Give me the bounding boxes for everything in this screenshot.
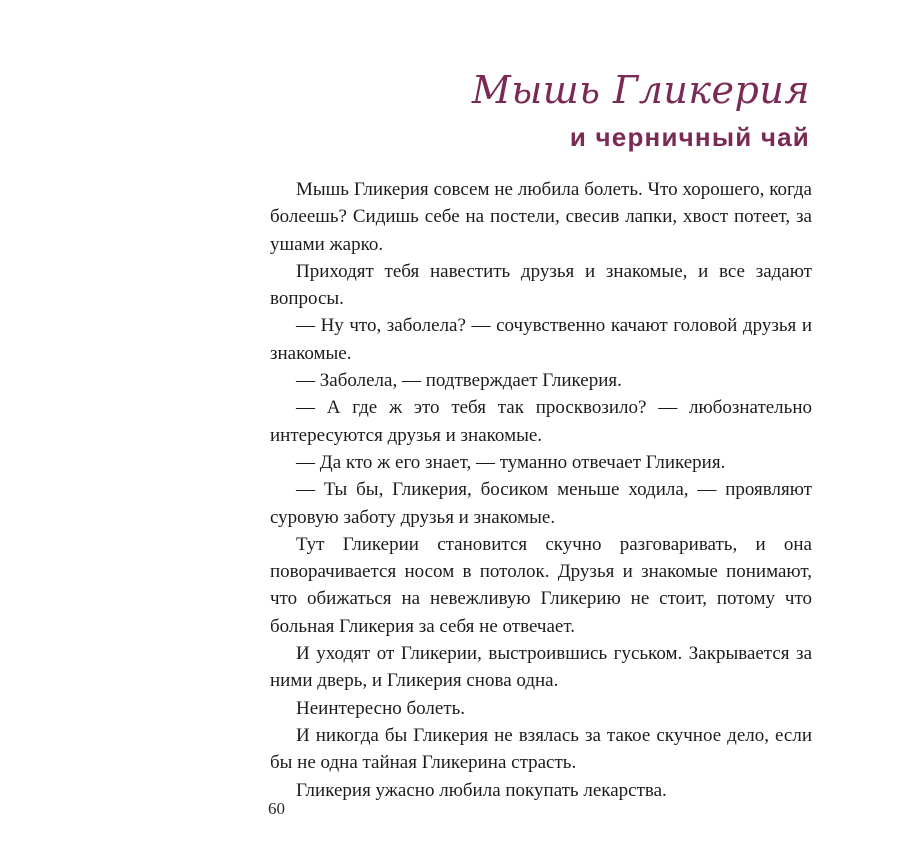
- paragraph: Мышь Гликерия совсем не любила болеть. Что хорошего, когда болеешь? Сидишь себе на постели, свесив лапки, хвост потеет, за ушами жарко.: [270, 179, 812, 255]
- chapter-title: [472, 62, 810, 156]
- body-text: [270, 176, 812, 804]
- paragraph: Тут Гликерии становится скучно разговаривать, и она поворачивается носом в потолок. Друзья и знакомые понимают, что обижаться на невежливую Гликерию не стоит, потому что больная Гликерия за себя не отвечает.: [270, 533, 812, 637]
- paragraph: Гликерия ужасно любила покупать лекарства.: [296, 779, 667, 801]
- chapter-title-main: Мышь Гликерия: [471, 68, 810, 112]
- paragraph: — Да кто ж его знает, — туманно отвечает Гликерия.: [296, 451, 726, 473]
- paragraph: И никогда бы Гликерия не взялась за такое скучное дело, если бы не одна тайная Гликерина страсть.: [270, 724, 812, 774]
- paragraph: Неинтересно болеть.: [296, 697, 466, 719]
- paragraph: — Ты бы, Гликерия, босиком меньше ходила, — проявляют суровую заботу друзья и знакомые.: [270, 479, 812, 528]
- page-number: 60: [268, 799, 285, 818]
- paragraph: — Ну что, заболела? — сочувственно качают головой друзья и знакомые.: [270, 315, 812, 364]
- chapter-title-sub: и черничный чай: [569, 122, 810, 152]
- paragraph: — Заболела, — подтверждает Гликерия.: [296, 370, 622, 392]
- paragraph: Приходят тебя навестить друзья и знакомые, и все задают вопросы.: [270, 260, 812, 310]
- paragraph: — А где ж это тебя так просквозило? — любознательно интересуются друзья и знакомые.: [270, 397, 812, 446]
- paragraph: И уходят от Гликерии, выстроившись гуськом. Закрывается за ними дверь, и Гликерия снова одна.: [270, 643, 812, 692]
